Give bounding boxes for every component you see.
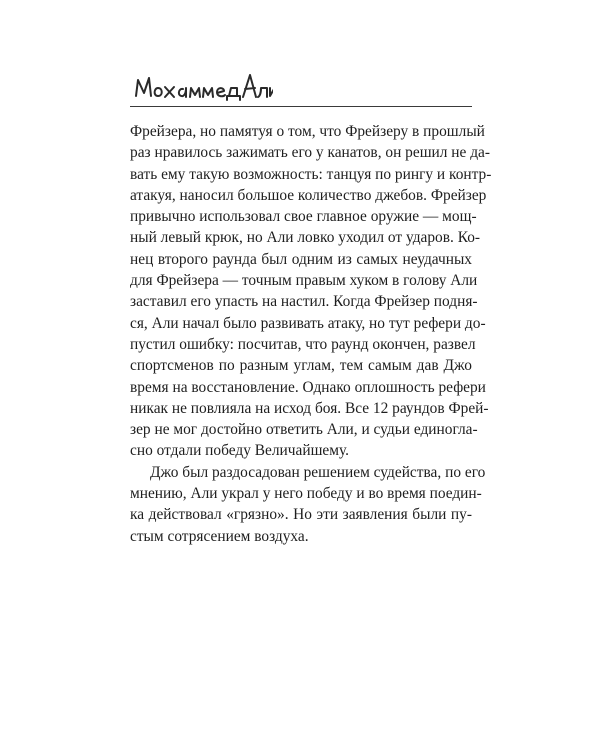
text-line: ка действовал «грязно». Но эти заявления были пу- [130,506,472,524]
text-line: привычно использовал свое главное оружие — мощ- [130,208,477,226]
text-line: Джо был раздосадован решением судейства, по его [150,463,486,481]
text-line: мнению, Али украл у него победу и во время поедин- [130,485,482,503]
text-line: зер не мог достойно ответить Али, и судьи единогла- [130,421,478,439]
text-line: Фрейзера, но памятуя о том, что Фрейзеру в прошлый [130,123,485,140]
text-line: раз нравилось зажимать его у канатов, он решил не да- [130,144,491,162]
text-line: вать ему такую возможность: танцуя по рингу и контр- [130,165,492,183]
running-title-text: Мохаммед Али [133,66,140,67]
paragraph-1 [130,121,492,462]
text-line: нец второго раунда был одним из самых неудачных [130,250,472,268]
page-body [130,121,492,547]
text-line: спортсменов по разным углам, тем самым дав Джо [130,357,472,375]
signature-logo [133,66,273,106]
text-line: заставил его упасть на настил. Когда Фрейзер подня- [130,293,478,311]
text-line: пустил ошибку: посчитав, что раунд окончен, развел [130,335,476,353]
text-line: для Фрейзера — точным правым хуком в голову Али [130,272,478,290]
text-line: ный левый крюк, но Али ловко уходил от ударов. Ко- [130,229,481,247]
text-line: стым сотрясением воздуха. [130,527,309,545]
text-line: сно отдали победу Величайшему. [130,442,349,460]
text-line: никак не повлияла на исход боя. Все 12 раундов Фрей- [130,399,489,417]
text-line: время на восстановление. Однако оплошность рефери [130,378,486,396]
header-divider [130,106,472,107]
paragraph-2 [130,462,486,547]
text-line: ся, Али начал было развивать атаку, но тут рефери до- [130,314,486,332]
text-line: атакуя, наносил большое количество джебов. Фрейзер [130,186,487,204]
running-head-signature [133,66,273,106]
